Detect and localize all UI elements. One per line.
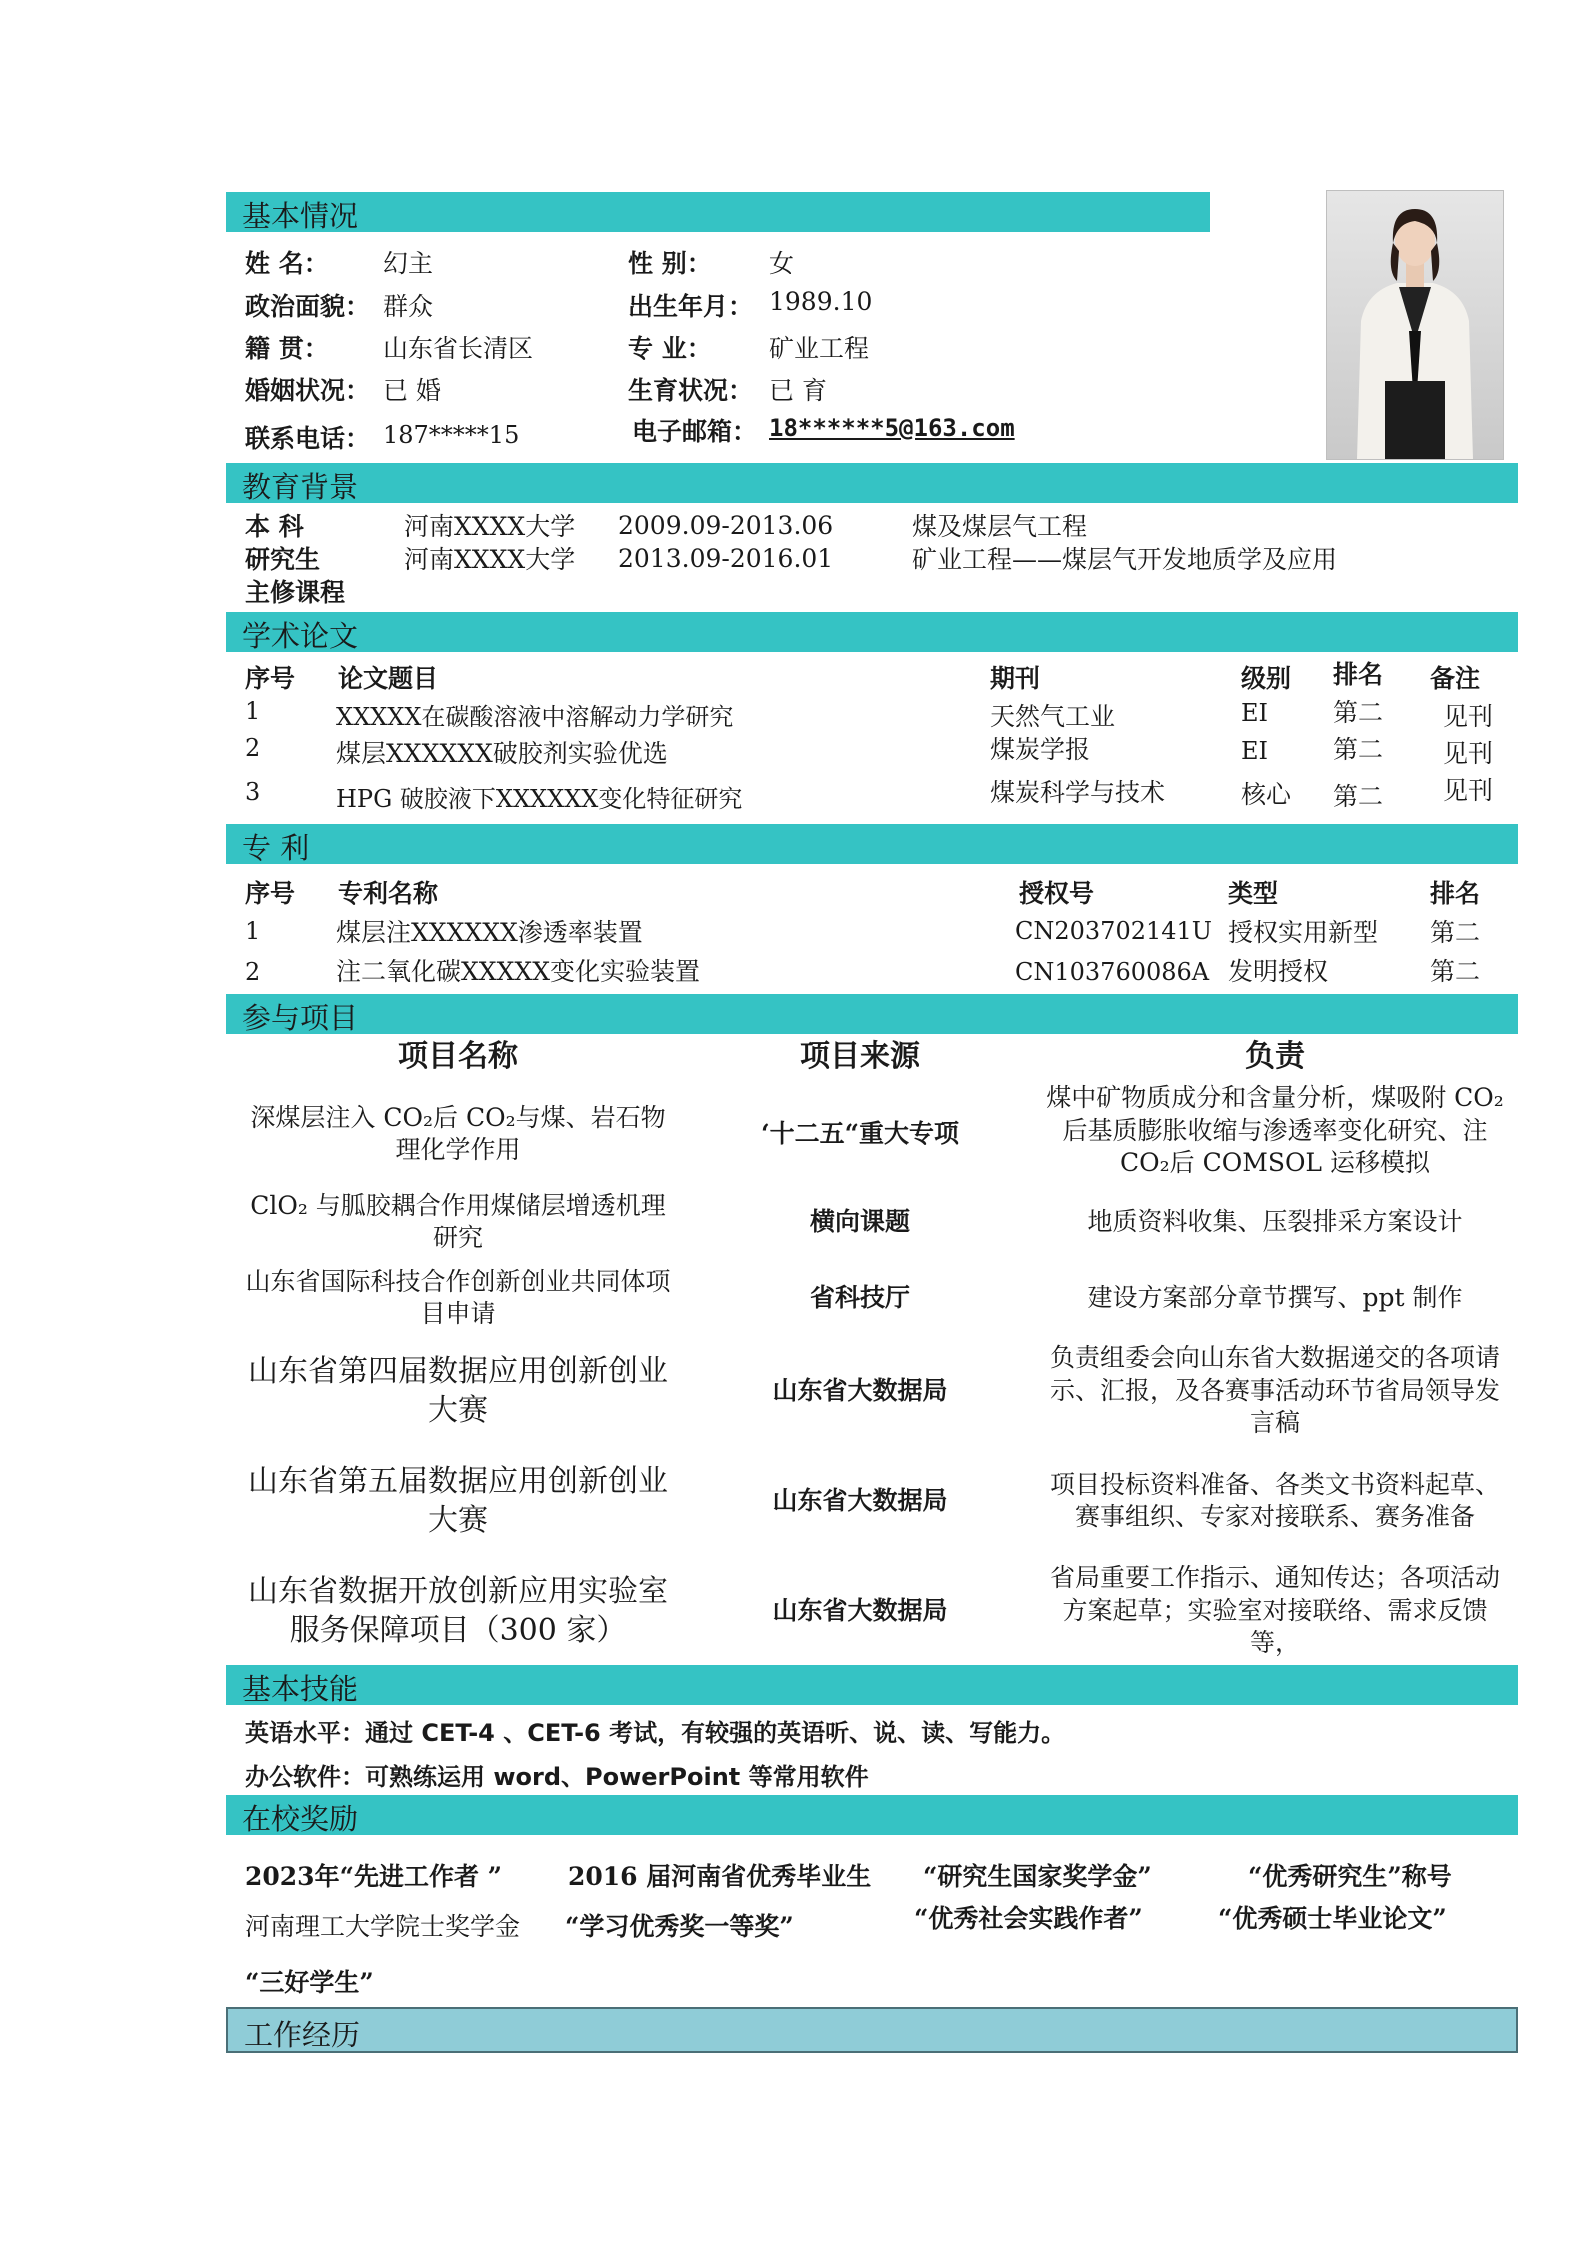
section-awards-header [226,1795,1518,1835]
section-work-header [226,2007,1518,2053]
paper-level: EI [1241,737,1268,765]
project-name: 深煤层注入 CO₂后 CO₂与煤、岩石物理化学作用 [250,1102,666,1164]
phone-value: 187*****15 [383,421,520,449]
patent-no: 1 [245,917,261,945]
project-duty: 建设方案部分章节撰写、ppt 制作 [1087,1282,1463,1312]
project-source: 省科技厅 [809,1282,910,1312]
patent-type: 授权实用新型 [1228,918,1379,947]
project-name: 山东省第五届数据应用创新创业大赛 [248,1464,668,1538]
major-value: 矿业工程 [769,334,870,363]
paper-note: 见刊 [1443,702,1494,731]
edu-period: 2009.09-2013.06 [618,511,834,540]
patent-header-type: 类型 [1228,879,1279,908]
section-papers-header [226,612,1518,652]
project-duty: 负责组委会向山东省大数据递交的各项请示、汇报，及各赛事活动环节省局领导发言稿 [1049,1343,1500,1438]
skill-office-label: 办公软件： [245,1763,365,1791]
patent-no: 2 [245,958,261,986]
paper-header-rank: 排名 [1333,660,1384,689]
project-header-duty: 负责 [1245,1038,1305,1074]
project-source: 横向课题 [809,1206,910,1236]
award-item: 2023年“先进工作者 ” [245,1862,503,1891]
paper-no: 1 [245,697,261,725]
patent-header-name: 专利名称 [338,879,439,908]
paper-no: 3 [245,778,261,806]
paper-header-note: 备注 [1430,664,1481,693]
birth-value: 1989.10 [769,287,873,316]
paper-level: 核心 [1241,780,1292,809]
paper-title: XXXXX在碳酸溶液中溶解动力学研究 [336,703,734,731]
phone-label: 联系电话： [245,424,371,453]
edu-major: 煤及煤层气工程 [912,512,1088,541]
gender-label: 性 别： [628,249,712,278]
paper-title: HPG 破胶液下XXXXXX变化特征研究 [336,785,743,813]
patent-header-number: 授权号 [1019,879,1095,908]
paper-title: 煤层XXXXXX破胶剂实验优选 [336,739,668,768]
project-name: ClO₂ 与胍胶耦合作用煤储层增透机理研究 [250,1190,666,1252]
project-duty: 项目投标资料准备、各类文书资料起草、赛事组织、专家对接联系、赛务准备 [1049,1469,1500,1531]
project-header-source: 项目来源 [800,1038,920,1074]
paper-journal: 天然气工业 [990,702,1116,731]
project-source: 山东省大数据局 [772,1485,948,1515]
project-name: 山东省第四届数据应用创新创业大赛 [248,1354,668,1428]
section-title: 学术论文 [242,619,359,653]
section-patents-header [226,824,1518,864]
patent-number: CN103760086A [1015,958,1210,986]
project-source: 山东省大数据局 [772,1375,948,1405]
politics-label: 政治面貌： [245,292,371,321]
paper-no: 2 [245,734,261,762]
section-title: 基本情况 [242,199,359,233]
award-item: “优秀硕士毕业论文” [1218,1904,1447,1933]
patent-type: 发明授权 [1228,957,1329,986]
project-header-name: 项目名称 [398,1038,518,1074]
origin-label: 籍 贯： [245,334,329,363]
edu-school: 河南XXXX大学 [404,545,576,574]
paper-header-level: 级别 [1241,664,1292,693]
section-title: 教育背景 [242,470,359,504]
name-value: 幻主 [383,249,434,278]
origin-value: 山东省长清区 [383,334,534,363]
award-item: “研究生国家奖学金” [923,1862,1152,1891]
fertility-value: 已 育 [769,376,827,405]
patent-header-no: 序号 [245,879,296,908]
major-label: 专 业： [628,334,712,363]
project-duty: 煤中矿物质成分和含量分析，煤吸附 CO₂ 后基质膨胀收缩与渗透率变化研究、注 CO₂后 COMSOL 运移模拟 [1046,1083,1504,1178]
project-source: 山东省大数据局 [772,1595,948,1625]
project-duty: 地质资料收集、压裂排采方案设计 [1087,1206,1463,1236]
project-name: 山东省国际科技合作创新创业共同体项目申请 [245,1266,671,1328]
section-projects-header [226,994,1518,1034]
section-skills-header [226,1665,1518,1705]
award-item: 河南理工大学院士奖学金 [245,1912,521,1941]
paper-header-title: 论文题目 [338,664,439,693]
paper-journal: 煤炭学报 [990,735,1091,764]
paper-rank: 第二 [1333,735,1384,764]
paper-header-no: 序号 [245,664,296,693]
birth-label: 出生年月： [628,292,754,321]
section-title: 专 利 [242,831,310,865]
project-name: 山东省数据开放创新应用实验室服务保障项目（300 家） [248,1574,668,1648]
section-education-header [226,463,1518,503]
project-duty: 省局重要工作指示、通知传达；各项活动方案起草；实验室对接联络、需求反馈等， [1049,1563,1500,1658]
award-item: “优秀研究生”称号 [1248,1862,1452,1891]
paper-level: EI [1241,699,1268,727]
paper-header-journal: 期刊 [990,664,1041,693]
email-label: 电子邮箱： [632,417,758,446]
skill-english-text: 通过 CET-4 、CET-6 考试，有较强的英语听、说、读、写能力。 [365,1719,1066,1747]
name-label: 姓 名： [245,249,329,278]
skill-office [245,1757,869,1792]
section-basic-header [226,192,1210,232]
edu-degree: 本 科 [245,512,304,541]
edu-period: 2013.09-2016.01 [618,544,834,573]
patent-header-rank: 排名 [1430,879,1481,908]
skill-office-text: 可熟练运用 word、PowerPoint 等常用软件 [365,1763,869,1791]
project-source: ‘十二五“重大专项 [760,1118,960,1148]
award-item: “学习优秀奖一等奖” [565,1912,794,1941]
edu-courses-label: 主修课程 [245,578,346,607]
fertility-label: 生育状况： [628,376,754,405]
marital-value: 已 婚 [383,376,441,405]
paper-note: 见刊 [1443,739,1494,768]
edu-major: 矿业工程——煤层气开发地质学及应用 [912,545,1338,574]
profile-photo [1326,190,1504,460]
section-title: 基本技能 [242,1672,359,1706]
skill-english-label: 英语水平： [245,1719,365,1747]
award-item: 2016 届河南省优秀毕业生 [568,1862,872,1891]
paper-rank: 第二 [1333,698,1384,727]
patent-name: 煤层注XXXXXX渗透率装置 [336,918,643,947]
edu-school: 河南XXXX大学 [404,512,576,541]
section-title: 工作经历 [244,2018,361,2052]
marital-label: 婚姻状况： [245,376,371,405]
section-title: 在校奖励 [242,1802,359,1836]
award-item: “三好学生” [245,1968,374,1997]
gender-value: 女 [769,249,795,278]
paper-note: 见刊 [1443,776,1494,805]
patent-rank: 第二 [1430,957,1481,986]
paper-rank: 第二 [1333,782,1384,811]
award-item: “优秀社会实践作者” [914,1904,1143,1933]
skill-english [245,1713,1065,1748]
patent-number: CN203702141U [1015,917,1213,945]
paper-journal: 煤炭科学与技术 [990,778,1166,807]
patent-name: 注二氧化碳XXXXX变化实验装置 [336,957,700,986]
section-title: 参与项目 [242,1001,359,1035]
edu-degree: 研究生 [245,545,321,574]
politics-value: 群众 [383,292,434,321]
email-link[interactable]: 18******5@163.com [769,414,1015,442]
patent-rank: 第二 [1430,918,1481,947]
